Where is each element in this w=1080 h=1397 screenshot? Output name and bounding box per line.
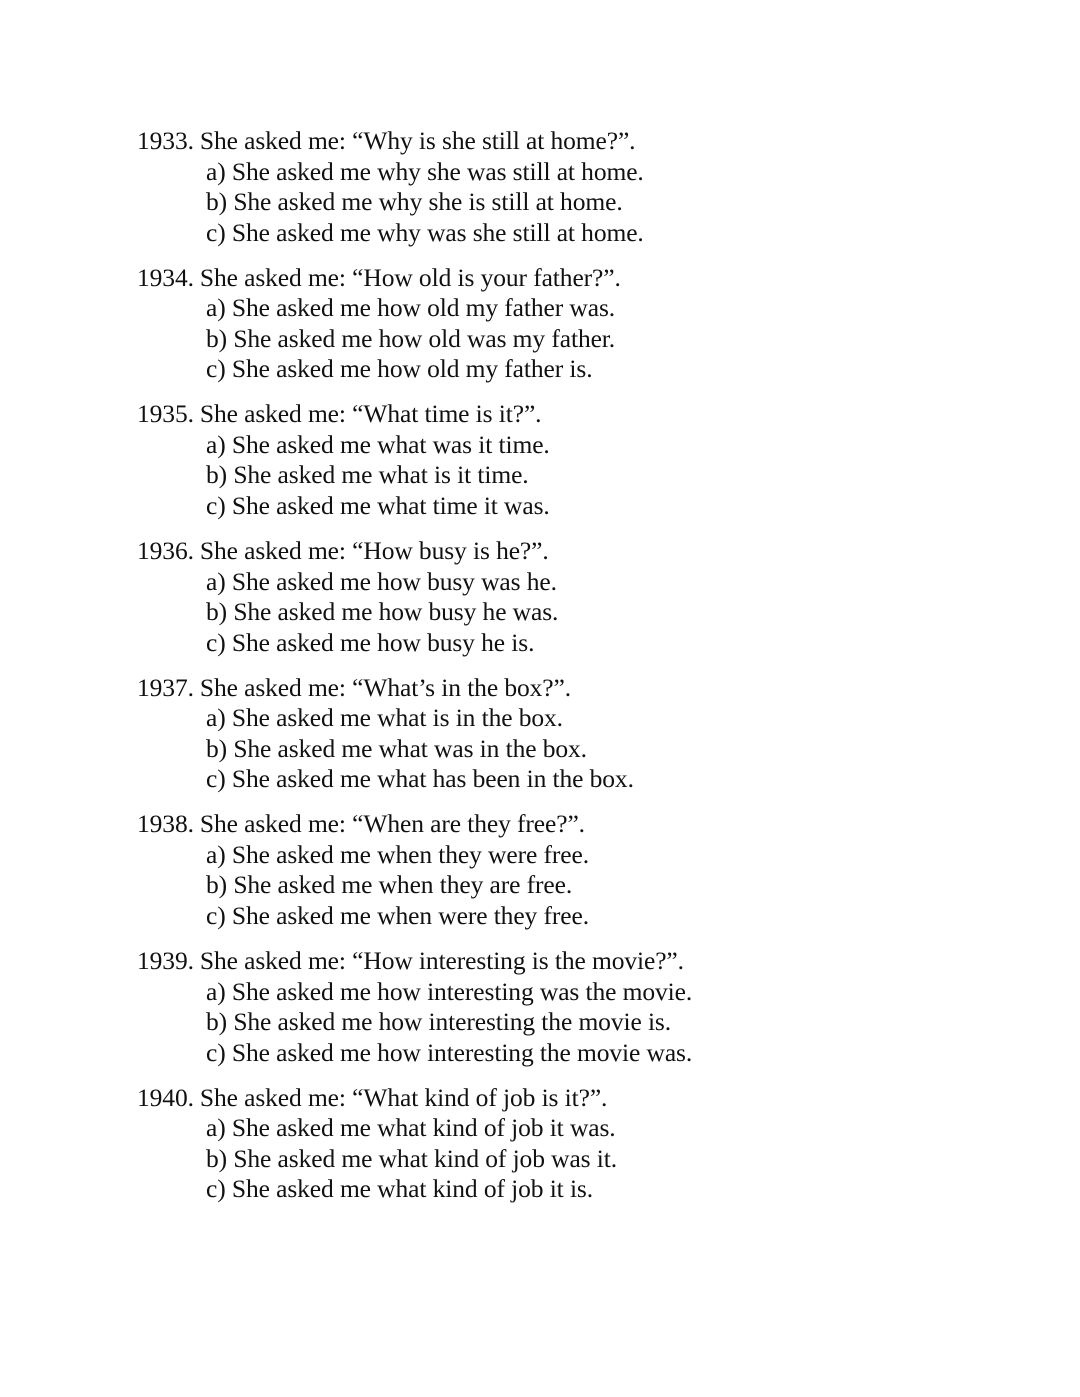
question-1933 xyxy=(137,126,997,263)
option-c: c) She asked me what has been in the box. xyxy=(206,764,634,794)
question-text: She asked me: “How old is your father?”. xyxy=(199,262,621,292)
question-text: She asked me: “How busy is he?”. xyxy=(199,536,549,566)
option-a: a) She asked me what was it time. xyxy=(206,429,550,459)
question-text: She asked me: “What’s in the box?”. xyxy=(199,672,571,702)
option-b: b) She asked me why she is still at home. xyxy=(206,187,623,216)
question-number: 1935. xyxy=(137,399,194,429)
question-number: 1939. xyxy=(137,946,194,976)
question-prompt xyxy=(137,126,997,157)
question-number: 1937. xyxy=(137,672,194,702)
option-c: c) She asked me what time it was. xyxy=(206,490,550,520)
document-page xyxy=(137,126,997,1220)
option-a: a) She asked me how old my father was. xyxy=(206,293,616,323)
question-prompt xyxy=(137,946,997,977)
question-1934 xyxy=(137,263,997,400)
question-text: She asked me: “What time is it?”. xyxy=(199,399,542,429)
question-1939 xyxy=(137,946,997,1083)
option-a: a) She asked me why she was still at home. xyxy=(206,156,644,186)
question-text: She asked me: “When are they free?”. xyxy=(199,809,585,839)
question-number: 1940. xyxy=(137,1082,194,1112)
option-b: b) She asked me what was in the box. xyxy=(206,733,587,763)
question-prompt xyxy=(137,263,997,294)
question-text: She asked me: “Why is she still at home?”. xyxy=(199,126,636,155)
option-a: a) She asked me when they were free. xyxy=(206,839,589,869)
option-a: a) She asked me what is in the box. xyxy=(206,703,563,733)
option-b: b) She asked me how busy he was. xyxy=(206,597,559,627)
option-c: c) She asked me how interesting the movie was. xyxy=(206,1037,693,1067)
question-number: 1933. xyxy=(137,126,194,155)
option-a: a) She asked me what kind of job it was. xyxy=(206,1113,616,1143)
question-1940 xyxy=(137,1083,997,1220)
option-c: c) She asked me how old my father is. xyxy=(206,354,593,384)
question-prompt xyxy=(137,673,997,704)
question-number: 1936. xyxy=(137,536,194,566)
option-c: c) She asked me how busy he is. xyxy=(206,627,535,657)
question-1938 xyxy=(137,809,997,946)
option-b: b) She asked me what is it time. xyxy=(206,460,529,490)
option-c: c) She asked me why was she still at home. xyxy=(206,217,644,247)
option-c: c) She asked me what kind of job it is. xyxy=(206,1174,594,1204)
option-b: b) She asked me how old was my father. xyxy=(206,323,616,353)
question-text: She asked me: “How interesting is the movie?”. xyxy=(199,946,684,976)
question-number: 1938. xyxy=(137,809,194,839)
option-a: a) She asked me how interesting was the movie. xyxy=(206,976,693,1006)
question-prompt xyxy=(137,1083,997,1114)
option-b: b) She asked me when they are free. xyxy=(206,870,573,900)
question-text: She asked me: “What kind of job is it?”. xyxy=(199,1082,608,1112)
option-c: c) She asked me when were they free. xyxy=(206,900,589,930)
question-prompt xyxy=(137,399,997,430)
question-1935 xyxy=(137,399,997,536)
option-b: b) She asked me what kind of job was it. xyxy=(206,1143,618,1173)
option-b: b) She asked me how interesting the movie is. xyxy=(206,1007,672,1037)
question-1936 xyxy=(137,536,997,673)
option-a: a) She asked me how busy was he. xyxy=(206,566,557,596)
question-number: 1934. xyxy=(137,262,194,292)
question-1937 xyxy=(137,673,997,810)
question-prompt xyxy=(137,536,997,567)
question-prompt xyxy=(137,809,997,840)
